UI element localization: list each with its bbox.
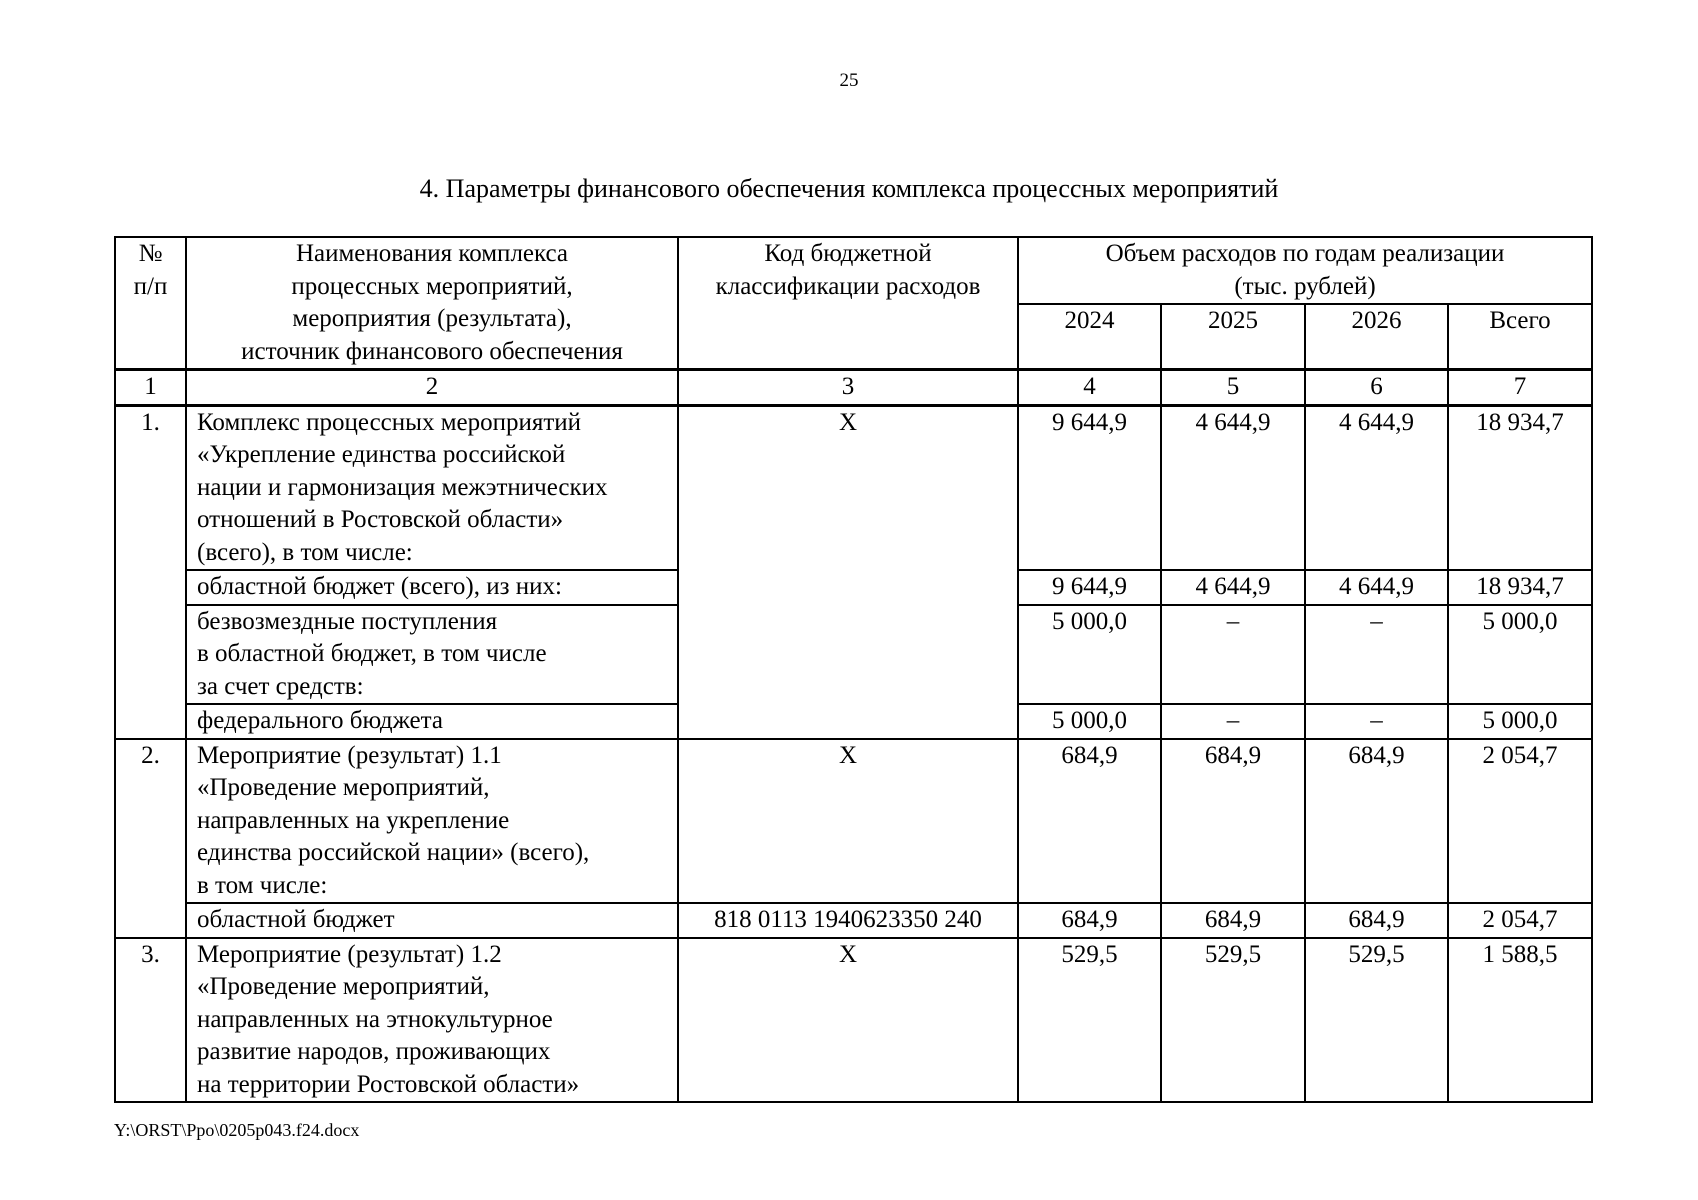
- row-code: X: [678, 938, 1018, 1103]
- value-total: 2 054,7: [1448, 739, 1592, 904]
- value-total: 18 934,7: [1448, 405, 1592, 570]
- value-total: 2 054,7: [1448, 903, 1592, 938]
- header-total: Всего: [1448, 304, 1592, 370]
- value-2026: 529,5: [1305, 938, 1448, 1103]
- header-year-2024: 2024: [1018, 304, 1161, 370]
- financial-table: [114, 236, 1593, 1103]
- value-2026: 4 644,9: [1305, 405, 1448, 570]
- value-2024: 9 644,9: [1018, 405, 1161, 570]
- index-cell: 6: [1305, 370, 1448, 406]
- row-number: 3.: [115, 938, 186, 1103]
- value-2024: 684,9: [1018, 739, 1161, 904]
- row-code: 818 0113 1940623350 240: [678, 903, 1018, 938]
- value-2026: –: [1305, 704, 1448, 739]
- header-name: Наименования комплекса процессных мероприятий, мероприятия (результата), источник финансового обеспечения: [186, 237, 678, 370]
- value-2024: 9 644,9: [1018, 570, 1161, 605]
- index-cell: 5: [1161, 370, 1305, 406]
- header-year-2026: 2026: [1305, 304, 1448, 370]
- index-cell: 3: [678, 370, 1018, 406]
- index-cell: 2: [186, 370, 678, 406]
- value-2025: –: [1161, 605, 1305, 705]
- value-2026: 4 644,9: [1305, 570, 1448, 605]
- value-2024: 5 000,0: [1018, 704, 1161, 739]
- value-2025: –: [1161, 704, 1305, 739]
- table-row: [115, 405, 1592, 570]
- value-2024: 684,9: [1018, 903, 1161, 938]
- table-row: [115, 938, 1592, 1103]
- page-number: 25: [839, 70, 859, 91]
- row-name: Мероприятие (результат) 1.2 «Проведение мероприятий, направленных на этнокультурное развитие народов, проживающих на территории Ростовской области»: [186, 938, 678, 1103]
- row-name: Мероприятие (результат) 1.1 «Проведение мероприятий, направленных на укрепление единства российской нации» (всего), в том числе:: [186, 739, 678, 904]
- table-header-row: [115, 237, 1592, 304]
- value-total: 5 000,0: [1448, 704, 1592, 739]
- value-2026: 684,9: [1305, 903, 1448, 938]
- value-2025: 684,9: [1161, 739, 1305, 904]
- value-2024: 529,5: [1018, 938, 1161, 1103]
- row-name: федерального бюджета: [186, 704, 678, 739]
- footer-file-path: Y:\ORST\Ppo\0205p043.f24.docx: [114, 1120, 360, 1140]
- header-code: Код бюджетной классификации расходов: [678, 237, 1018, 370]
- row-number: 1.: [115, 405, 186, 739]
- value-2025: 684,9: [1161, 903, 1305, 938]
- header-num: № п/п: [115, 237, 186, 370]
- index-cell: 4: [1018, 370, 1161, 406]
- column-index-row: [115, 370, 1592, 406]
- value-2025: 4 644,9: [1161, 405, 1305, 570]
- row-name: областной бюджет: [186, 903, 678, 938]
- row-name: безвозмездные поступления в областной бюджет, в том числе за счет средств:: [186, 605, 678, 705]
- value-2025: 529,5: [1161, 938, 1305, 1103]
- row-number: 2.: [115, 739, 186, 938]
- value-2026: 684,9: [1305, 739, 1448, 904]
- value-2026: –: [1305, 605, 1448, 705]
- section-title: 4. Параметры финансового обеспечения комплекса процессных мероприятий: [419, 174, 1279, 203]
- value-total: 18 934,7: [1448, 570, 1592, 605]
- header-volume: Объем расходов по годам реализации (тыс. рублей): [1018, 237, 1592, 304]
- row-name: Комплекс процессных мероприятий «Укрепление единства российской нации и гармонизация межэтнических отношений в Ростовской области» (всего), в том числе:: [186, 405, 678, 570]
- value-2025: 4 644,9: [1161, 570, 1305, 605]
- index-cell: 1: [115, 370, 186, 406]
- table-row: [115, 903, 1592, 938]
- index-cell: 7: [1448, 370, 1592, 406]
- row-code: X: [678, 405, 1018, 739]
- value-2024: 5 000,0: [1018, 605, 1161, 705]
- row-code: X: [678, 739, 1018, 904]
- value-total: 1 588,5: [1448, 938, 1592, 1103]
- row-name: областной бюджет (всего), из них:: [186, 570, 678, 605]
- table-row: [115, 739, 1592, 904]
- value-total: 5 000,0: [1448, 605, 1592, 705]
- header-year-2025: 2025: [1161, 304, 1305, 370]
